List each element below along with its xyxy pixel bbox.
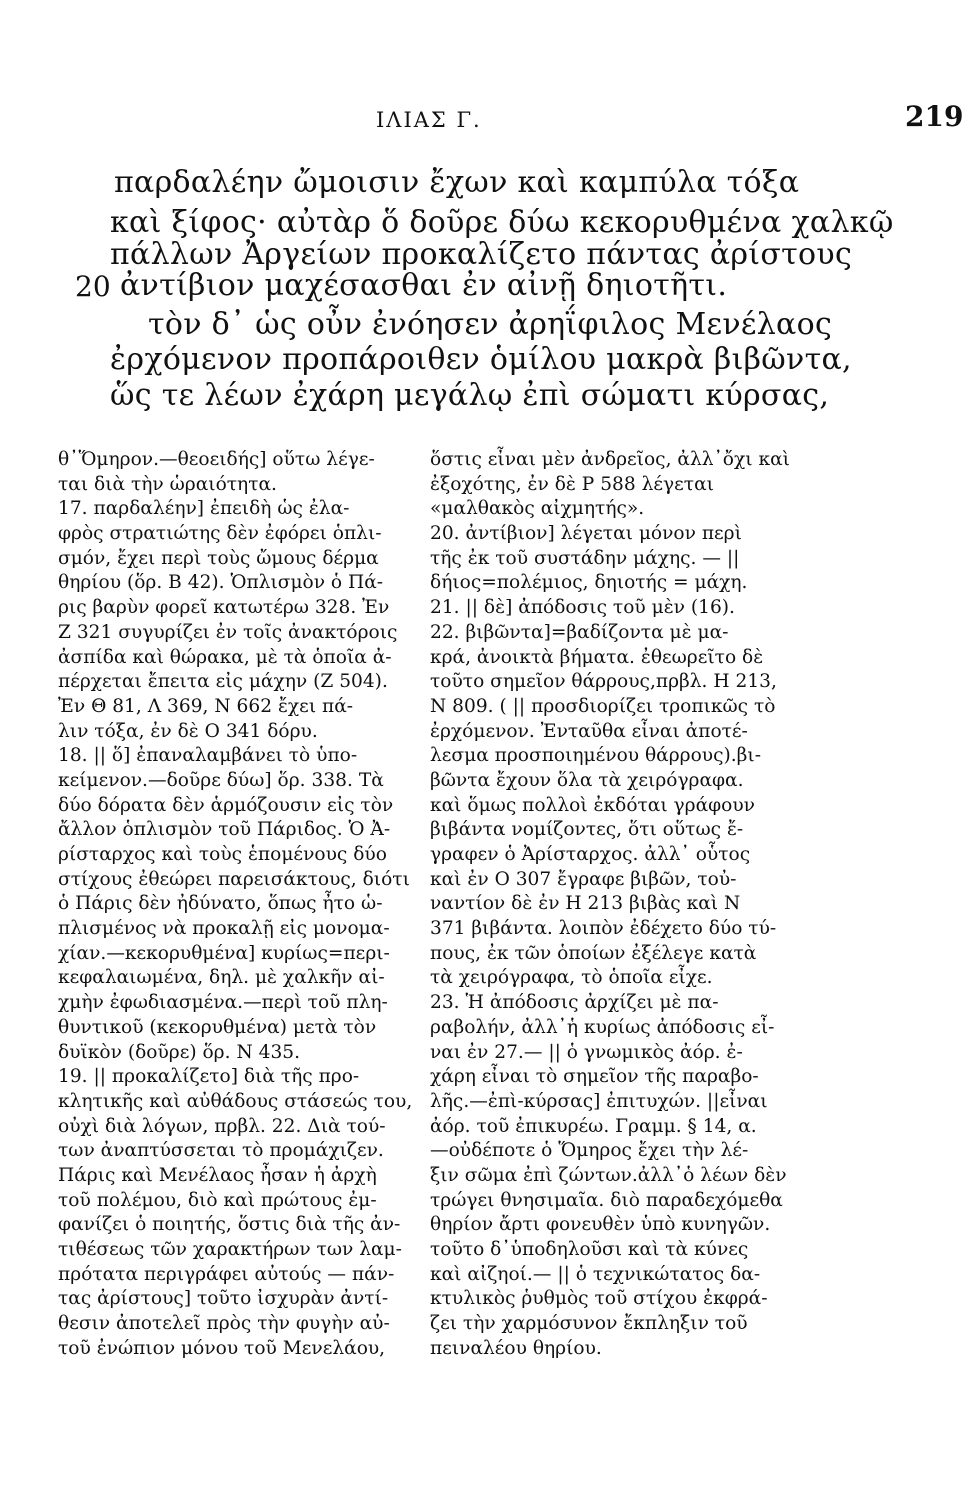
note-line: ραβολήν, ἀλλ᾽ἡ κυρίως ἀπόδοσις εἶ- bbox=[430, 1016, 775, 1038]
note-line: ἐξοχότης, ἐν δὲ Ρ 588 λέγεται bbox=[430, 473, 714, 495]
note-line: ἄλλον ὁπλισμὸν τοῦ Πάριδος. Ὁ Ἀ- bbox=[58, 819, 391, 841]
verse-line: καὶ ξίφος· αὐτὰρ ὅ δοῦρε δύω κεκορυθμένα χαλκῷ bbox=[110, 205, 894, 240]
note-line: ἐρχόμενον. Ἐνταῦθα εἶναι ἀποτέ- bbox=[430, 720, 748, 742]
note-line: τὰ χειρόγραφα, τὸ ὁποῖα εἶχε. bbox=[430, 967, 713, 989]
note-line: δυϊκὸν (δοῦρε) ὅρ. Ν 435. bbox=[58, 1041, 301, 1063]
note-line: πέρχεται ἔπειτα εἰς μάχην (Ζ 504). bbox=[58, 671, 388, 693]
note-line: κρά, ἀνοικτὰ βήματα. ἐθεωρεῖτο δὲ bbox=[430, 646, 764, 668]
note-line: σμόν, ἔχει περὶ τοὺς ὤμους δέρμα bbox=[58, 547, 379, 569]
note-line: χμὴν ἐφωδιασμένα.—περὶ τοῦ πλη- bbox=[58, 992, 388, 1014]
note-line: γραφεν ὁ Ἀρίσταρχος. ἀλλ᾽ οὗτος bbox=[430, 844, 751, 865]
note-line: Ἐν Θ 81, Λ 369, Ν 662 ἔχει πά- bbox=[58, 695, 354, 717]
note-line: κτυλικὸς ῥυθμὸς τοῦ στίχου ἐκφρά- bbox=[430, 1288, 768, 1310]
note-line: 22. βιβῶντα]=βαδίζοντα μὲ μα- bbox=[430, 621, 729, 643]
note-line: πειναλέου θηρίου. bbox=[430, 1337, 602, 1359]
note-line: τιθέσεως τῶν χαρακτήρων των λαμ- bbox=[58, 1239, 402, 1260]
verse-line: ἐρχόμενον προπάροιθεν ὁμίλου μακρὰ βιβῶντα, bbox=[110, 342, 852, 377]
note-line: δήιος=πολέμιος, δηιοτής = μάχη. bbox=[430, 572, 748, 594]
note-line: λιν τόξα, ἐν δὲ Ο 341 δόρυ. bbox=[58, 720, 318, 742]
note-line: χίαν.—κεκορυθμένα] κυρίως=περι- bbox=[58, 942, 390, 964]
note-line: ζει τὴν χαρμόσυνον ἔκπληξιν τοῦ bbox=[430, 1313, 748, 1335]
note-line: θεσιν ἀποτελεῖ πρὸς τὴν φυγὴν αὐ- bbox=[58, 1313, 390, 1335]
notes-right-column bbox=[430, 448, 790, 1361]
verse-line: πάλλων Ἀργείων προκαλίζετο πάντας ἀρίστους bbox=[110, 237, 853, 272]
note-line: 18. || ὅ] ἐπαναλαμβάνει τὸ ὑπο- bbox=[58, 745, 358, 767]
note-line: 19. || προκαλίζετο] διὰ τῆς προ- bbox=[58, 1066, 360, 1088]
note-line: θηρίου (ὅρ. Β 42). Ὁπλισμὸν ὁ Πά- bbox=[58, 572, 384, 594]
note-line: δύο δόρατα δὲν ἁρμόζουσιν εἰς τὸν bbox=[58, 794, 394, 816]
note-line: οὐχὶ διὰ λόγων, πρβλ. 22. Διὰ τού- bbox=[58, 1115, 386, 1137]
note-line: ται διὰ τὴν ὡραιότητα. bbox=[58, 473, 277, 495]
note-line: λεσμα προσποιημένου θάρρους).βι- bbox=[430, 745, 761, 767]
note-line: τοῦ ἐνώπιον μόνου τοῦ Μενελάου, bbox=[58, 1337, 386, 1359]
note-line: πλισμένος νὰ προκαλῇ εἰς μονομα- bbox=[58, 918, 390, 940]
note-line: ρίσταρχος καὶ τοὺς ἑπομένους δύο bbox=[58, 844, 387, 865]
note-line: Ζ 321 συγυρίζει ἐν τοῖς ἀνακτόροις bbox=[58, 621, 398, 643]
note-line: ἀόρ. τοῦ ἐπικυρέω. Γραμμ. § 14, α. bbox=[430, 1115, 757, 1137]
note-line: κλητικῆς καὶ αὐθάδους στάσεώς του, bbox=[58, 1090, 413, 1112]
note-line: ἀσπίδα καὶ θώρακα, μὲ τὰ ὁποῖα ἀ- bbox=[58, 646, 392, 668]
verse-line: παρδαλέην ὤμοισιν ἔχων καὶ καμπύλα τόξα bbox=[114, 165, 800, 200]
note-line: ξιν σῶμα ἐπὶ ζώντων.ἀλλ᾽ὁ λέων δὲν bbox=[430, 1164, 787, 1186]
note-line: 371 βιβάντα. λοιπὸν ἐδέχετο δύο τύ- bbox=[430, 918, 777, 940]
note-line: κεφαλαιωμένα, δηλ. μὲ χαλκῆν αἰ- bbox=[58, 967, 385, 989]
note-line: φανίζει ὁ ποιητής, ὅστις διὰ τῆς ἀν- bbox=[58, 1214, 401, 1236]
note-line: πους, ἐκ τῶν ὁποίων ἐξέλεγε κατὰ bbox=[430, 942, 757, 964]
verse-line: ὥς τε λέων ἐχάρη μεγάλῳ ἐπὶ σώματι κύρσας, bbox=[110, 378, 830, 413]
note-line: τοῦ πολέμου, διὸ καὶ πρώτους ἐμ- bbox=[58, 1189, 377, 1211]
note-line: κείμενον.—δοῦρε δύω] ὅρ. 338. Τὰ bbox=[58, 769, 384, 791]
note-line: ναντίον δὲ ἐν Η 213 βιβὰς καὶ Ν bbox=[430, 893, 741, 915]
note-line: καὶ ὅμως πολλοὶ ἐκδόται γράφουν bbox=[430, 794, 755, 816]
note-line: τῆς ἐκ τοῦ συστάδην μάχης. — || bbox=[430, 547, 740, 569]
note-line: 20. ἀντίβιον] λέγεται μόνον περὶ bbox=[430, 523, 742, 545]
note-line: 23. Ἡ ἀπόδοσις ἀρχίζει μὲ πα- bbox=[430, 992, 719, 1014]
note-line: ὅστις εἶναι μὲν ἀνδρεῖος, ἀλλ᾽ὄχι καὶ bbox=[430, 449, 790, 470]
note-line: τας ἀρίστους] τοῦτο ἰσχυρὰν ἀντί- bbox=[58, 1288, 389, 1310]
note-line: ρις βαρὺν φορεῖ κατωτέρω 328. Ἐν bbox=[58, 597, 390, 619]
note-line: —οὐδέποτε ὁ Ὅμηρος ἔχει τὴν λέ- bbox=[430, 1140, 749, 1162]
note-line: βιβάντα νομίζοντες, ὅτι οὕτως ἔ- bbox=[430, 819, 744, 841]
note-line: Ν 809. ( || προσδιορίζει τροπικῶς τὸ bbox=[430, 695, 776, 717]
note-line: φρὸς στρατιώτης δὲν ἐφόρει ὁπλι- bbox=[58, 523, 382, 545]
verse-line: τὸν δ᾽ ὡς οὖν ἐνόησεν ἀρηΐφιλος Μενέλαος bbox=[148, 307, 833, 342]
note-line: πρότατα περιγράφει αὐτούς — πάν- bbox=[58, 1263, 395, 1285]
note-line: στίχους ἐθεώρει παρεισάκτους, διότι bbox=[58, 868, 410, 890]
notes-left-column bbox=[58, 448, 418, 1361]
verse-line-number: 20 bbox=[75, 270, 111, 303]
note-line: τοῦτο σημεῖον θάρρους,πρβλ. Η 213, bbox=[430, 671, 777, 693]
note-line: τρώγει θνησιμαῖα. διὸ παραδεχόμεθα bbox=[430, 1189, 783, 1211]
note-line: 21. || δὲ] ἀπόδοσις τοῦ μὲν (16). bbox=[430, 597, 735, 619]
note-line: θ᾽Ὅμηρον.—θεοειδής] οὕτω λέγε- bbox=[58, 449, 375, 470]
note-line: των ἀναπτύσσεται τὸ προμάχιζεν. bbox=[58, 1140, 384, 1162]
note-line: 17. παρδαλέην] ἐπειδὴ ὡς ἐλα- bbox=[58, 498, 350, 520]
note-line: τοῦτο δ᾽ὑποδηλοῦσι καὶ τὰ κύνες bbox=[430, 1239, 749, 1260]
note-line: ὁ Πάρις δὲν ἠδύνατο, ὅπως ἦτο ὡ- bbox=[58, 893, 383, 915]
note-line: «μαλθακὸς αἰχμητής». bbox=[430, 498, 645, 520]
note-line: χάρη εἶναι τὸ σημεῖον τῆς παραβο- bbox=[430, 1066, 759, 1088]
note-line: θηρίον ἄρτι φονευθὲν ὑπὸ κυνηγῶν. bbox=[430, 1214, 771, 1236]
note-line: καὶ ἐν Ο 307 ἔγραφε βιβῶν, τοὐ- bbox=[430, 868, 737, 890]
note-line: ναι ἐν 27.— || ὁ γνωμικὸς ἀόρ. ἐ- bbox=[430, 1041, 743, 1063]
note-line: βῶντα ἔχουν ὅλα τὰ χειρόγραφα. bbox=[430, 769, 744, 791]
note-line: Πάρις καὶ Μενέλαος ἦσαν ἡ ἀρχὴ bbox=[58, 1164, 377, 1186]
note-line: λῆς.—ἐπὶ-κύρσας] ἐπιτυχών. ||εἶναι bbox=[430, 1090, 768, 1112]
page-number: 219 bbox=[905, 100, 964, 133]
verse-line: ἀντίβιον μαχέσασθαι ἐν αἰνῇ δηιοτῆτι. bbox=[120, 268, 728, 303]
note-line: καὶ αἰζηοί.— || ὁ τεχνικώτατος δα- bbox=[430, 1263, 761, 1285]
note-line: θυντικοῦ (κεκορυθμένα) μετὰ τὸν bbox=[58, 1016, 377, 1038]
running-header-title: ΙΛΙΑΣ Γ. bbox=[376, 108, 482, 132]
